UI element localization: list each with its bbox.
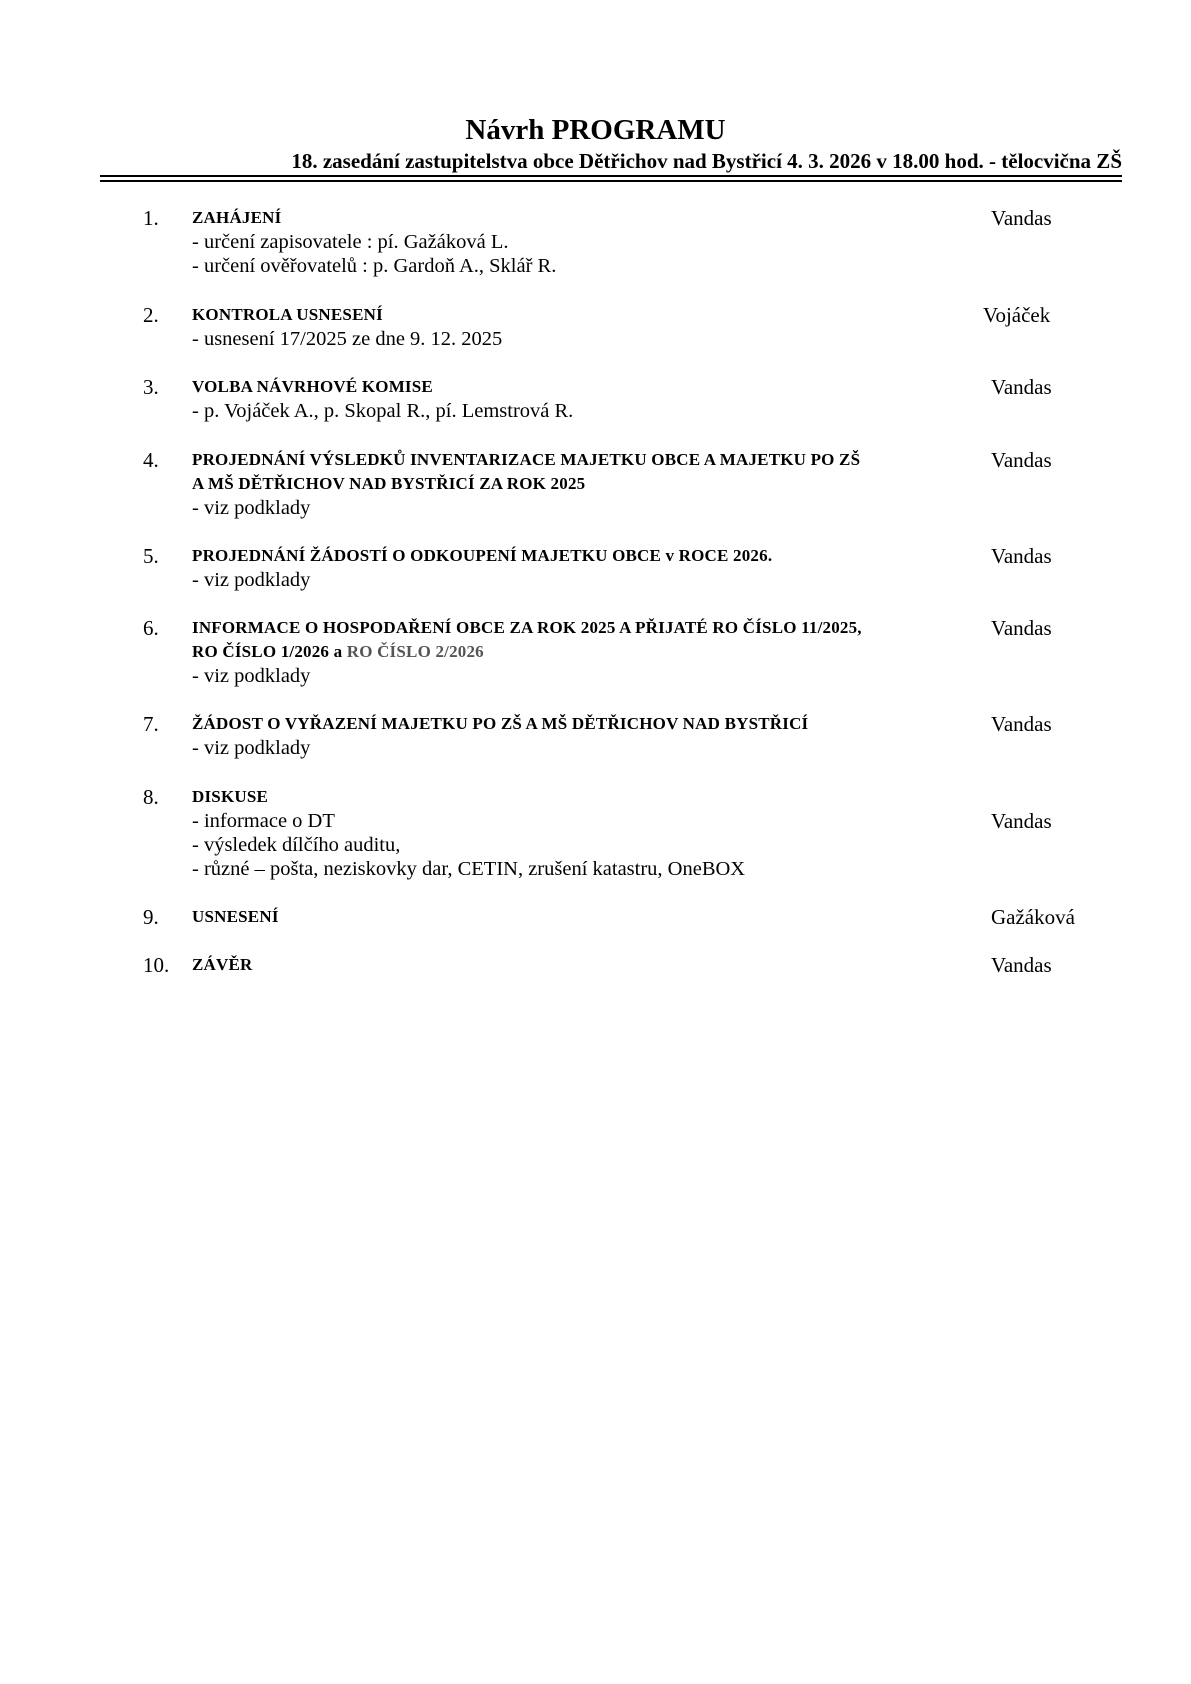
item-detail: - viz podklady	[192, 737, 311, 759]
item-heading: A MŠ DĚTŘICHOV NAD BYSTŘICÍ ZA ROK 2025	[192, 474, 586, 493]
item-detail: - viz podklady	[192, 665, 311, 687]
item-responsible: Vandas	[991, 375, 1052, 399]
item-detail: - p. Vojáček A., p. Skopal R., pí. Lemstrová R.	[192, 400, 574, 422]
item-heading: DISKUSE	[192, 787, 269, 806]
item-responsible: Gažáková	[991, 905, 1075, 929]
item-body	[192, 448, 982, 520]
item-number: 2.	[143, 303, 159, 327]
item-body	[192, 712, 982, 760]
item-heading: PROJEDNÁNÍ VÝSLEDKŮ INVENTARIZACE MAJETKU OBCE A MAJETKU PO ZŠ	[192, 450, 861, 469]
item-responsible: Vandas	[991, 206, 1052, 230]
item-number: 10.	[143, 953, 170, 977]
item-number: 4.	[143, 448, 159, 472]
item-body	[192, 785, 982, 881]
item-number: 3.	[143, 375, 159, 399]
item-body	[192, 375, 982, 423]
header-rule-bottom	[100, 180, 1122, 182]
item-body	[192, 303, 982, 351]
item-detail: - různé – pošta, neziskovky dar, CETIN, zrušení katastru, OneBOX	[192, 858, 746, 880]
item-responsible: Vandas	[991, 953, 1052, 977]
item-heading: VOLBA NÁVRHOVÉ KOMISE	[192, 377, 433, 396]
item-number: 8.	[143, 785, 159, 809]
item-responsible: Vojáček	[983, 303, 1051, 327]
item-responsible: Vandas	[991, 809, 1052, 833]
item-body	[192, 905, 982, 929]
item-body	[192, 616, 982, 688]
item-number: 1.	[143, 206, 159, 230]
item-responsible: Vandas	[991, 544, 1052, 568]
item-responsible: Vandas	[991, 616, 1052, 640]
item-number: 7.	[143, 712, 159, 736]
item-detail: - výsledek dílčího auditu,	[192, 834, 401, 856]
item-heading: PROJEDNÁNÍ ŽÁDOSTÍ O ODKOUPENÍ MAJETKU OBCE v ROCE 2026.	[192, 546, 773, 565]
header-rule-top	[100, 175, 1122, 177]
item-responsible: Vandas	[991, 712, 1052, 736]
item-heading: INFORMACE O HOSPODAŘENÍ OBCE ZA ROK 2025 A PŘIJATÉ RO ČÍSLO 11/2025,	[192, 618, 862, 637]
item-detail: - určení zapisovatele : pí. Gažáková L.	[192, 231, 509, 253]
item-heading-part: RO ČÍSLO 1/2026 a	[192, 642, 347, 661]
item-body	[192, 206, 982, 278]
item-heading: ZÁVĚR	[192, 955, 253, 974]
item-heading-part: RO ČÍSLO 2/2026	[346, 642, 484, 661]
item-detail: - viz podklady	[192, 497, 311, 519]
item-detail: - usnesení 17/2025 ze dne 9. 12. 2025	[192, 328, 503, 350]
item-responsible: Vandas	[991, 448, 1052, 472]
document-subtitle: 18. zasedání zastupitelstva obce Dětřichov nad Bystřicí 4. 3. 2026 v 18.00 hod. - tělocvična ZŠ	[291, 149, 1122, 173]
item-body	[192, 544, 982, 592]
item-number: 5.	[143, 544, 159, 568]
document-title: Návrh PROGRAMU	[465, 114, 726, 146]
item-heading: KONTROLA USNESENÍ	[192, 305, 383, 324]
item-heading: ZAHÁJENÍ	[192, 208, 282, 227]
item-heading	[192, 640, 982, 664]
item-heading: ŽÁDOST O VYŘAZENÍ MAJETKU PO ZŠ A MŠ DĚTŘICHOV NAD BYSTŘICÍ	[192, 714, 809, 733]
item-detail: - informace o DT	[192, 810, 335, 832]
item-detail: - viz podklady	[192, 569, 311, 591]
item-body	[192, 953, 982, 977]
item-heading: USNESENÍ	[192, 907, 279, 926]
item-number: 9.	[143, 905, 159, 929]
item-number: 6.	[143, 616, 159, 640]
item-detail: - určení ověřovatelů : p. Gardoň A., Sklář R.	[192, 255, 557, 277]
